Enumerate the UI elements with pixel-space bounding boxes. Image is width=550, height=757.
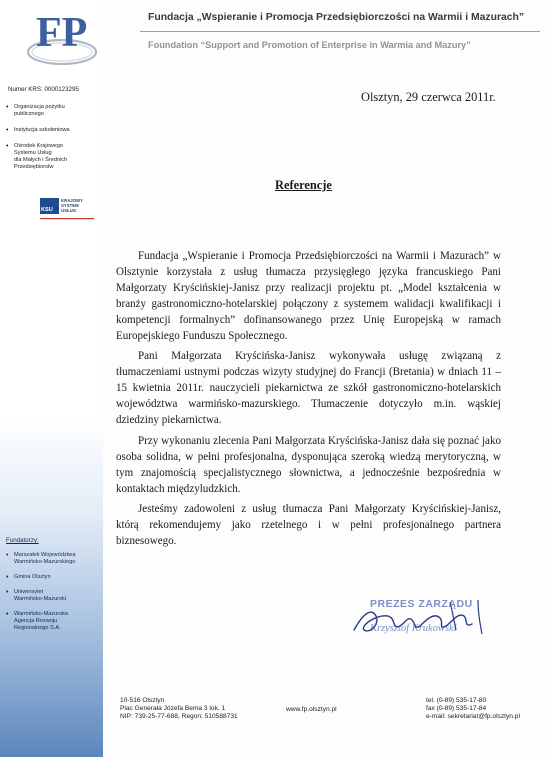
ksu-logo-text: KRAJOWY SYSTEM USŁUG: [61, 198, 83, 213]
ksu-logo-tag: KSU: [41, 207, 53, 213]
ksu-underline: [40, 217, 94, 220]
letter-title: Referencje: [275, 178, 332, 192]
bullet-icon: •: [6, 104, 9, 111]
list-item: • Ośrodek Krajowego Systemu Usług dla Małych i Średnich Przedsiębiorstw: [6, 143, 68, 170]
stamp-title: PREZES ZARZĄDU: [370, 598, 473, 610]
bullet-icon: •: [6, 552, 9, 559]
footer-fax: fax (0-89) 535-17-84: [426, 705, 487, 713]
list-item: • Marszałek Województwa Warmińsko-Mazurskiego: [6, 552, 76, 565]
footer-contact: [426, 697, 520, 722]
list-item: • Organizacja pożytku publicznego: [6, 104, 65, 117]
bullet-icon: •: [6, 589, 9, 596]
paragraph: Fundacja „Wspieranie i Promocja Przedsiębiorczości na Warmii i Mazurach” w Olsztynie korzystała z usług tłumacza przysięgłego języka francuskiego Pani Małgorzaty Kryścińskiej-Janisz przy realizacji projektu pt. „Model kształcenia w branży gastronomiczno-hotelarskiej połączony z systemem walidacji kwalifikacji i kompetencji formalnych” dofinansowanego przez Unię Europejską w ramach Europejskiego Funduszu Społecznego.: [116, 250, 501, 343]
sidebar-status-list: [6, 104, 102, 180]
fp-logo: [22, 6, 100, 76]
funders-list: [6, 552, 102, 640]
handwritten-signature: [342, 590, 492, 648]
footer-tel: tel. (0-89) 535-17-80: [426, 697, 487, 704]
funders-title: Fundatorzy:: [6, 537, 39, 544]
bullet-icon: •: [6, 574, 9, 581]
bullet-icon: •: [6, 143, 9, 150]
bullet-icon: •: [6, 611, 9, 618]
letter-body: [116, 248, 501, 553]
org-name-en: Foundation “Support and Promotion of Enterprise in Warmia and Mazury”: [148, 40, 471, 50]
bullet-icon: •: [6, 127, 9, 134]
header-divider: [140, 31, 540, 32]
stamp-name: Krzysztof Krukowski: [370, 623, 457, 634]
list-item: • Instytucja szkoleniowa: [6, 127, 70, 134]
letter-date: Olsztyn, 29 czerwca 2011r.: [361, 90, 496, 104]
footer-website[interactable]: www.fp.olsztyn.pl: [286, 706, 337, 713]
paragraph: Pani Małgorzata Kryścińska-Janisz wykonywała usługę związaną z tłumaczeniami ustnymi podczas wizyty studyjnej do Francji (Bretania) w dniach 11 – 15 kwietnia 2011r. nauczycieli piekarnictwa ze szkół gastronomiczno-hotelarskich województwa warmińsko-mazurskiego. Tłumaczenie dotyczyło m.in. wąskiej dziedziny piekarnictwa.: [116, 350, 501, 427]
signature-stamp: [342, 590, 492, 648]
org-name-pl: Fundacja „Wspieranie i Promocja Przedsiębiorczości na Warmii i Mazurach”: [148, 12, 525, 23]
krs-number: Numer KRS: 0000123295: [8, 86, 79, 93]
list-item: • Uniwersytet Warmińsko-Mazurski: [6, 589, 67, 602]
paragraph: Przy wykonaniu zlecenia Pani Małgorzata Kryścińska-Janisz dała się poznać jako osoba solidna, w pełni profesjonalna, dysponująca szeroką wiedzą merytoryczną, w tym znajomością specjalistycznego słownictwa, a jednocześnie bezpośrednia w kontaktach międzyludzkich.: [116, 434, 501, 495]
paragraph: Jesteśmy zadowoleni z usług tłumacza Pani Małgorzaty Kryścińskiej-Janisz, którą rekomendujemy jako rzetelnego i w pełni profesjonalnego partnera biznesowego.: [116, 502, 501, 547]
list-item: • Warmińsko-Mazurska Agencja Rozwoju Regionalnego S.A.: [6, 611, 68, 631]
ksu-logo: [40, 198, 96, 224]
footer-email[interactable]: e-mail: sekretariat@fp.olsztyn.pl: [426, 713, 520, 721]
list-item: • Gmina Olsztyn: [6, 574, 51, 581]
footer-address: 10-516 Olsztyn Plac Generała Józefa Bema 3 lok. 1 NIP: 739-25-77-688, Regon: 510588731: [120, 697, 238, 721]
logo-letters: FP: [36, 10, 88, 56]
